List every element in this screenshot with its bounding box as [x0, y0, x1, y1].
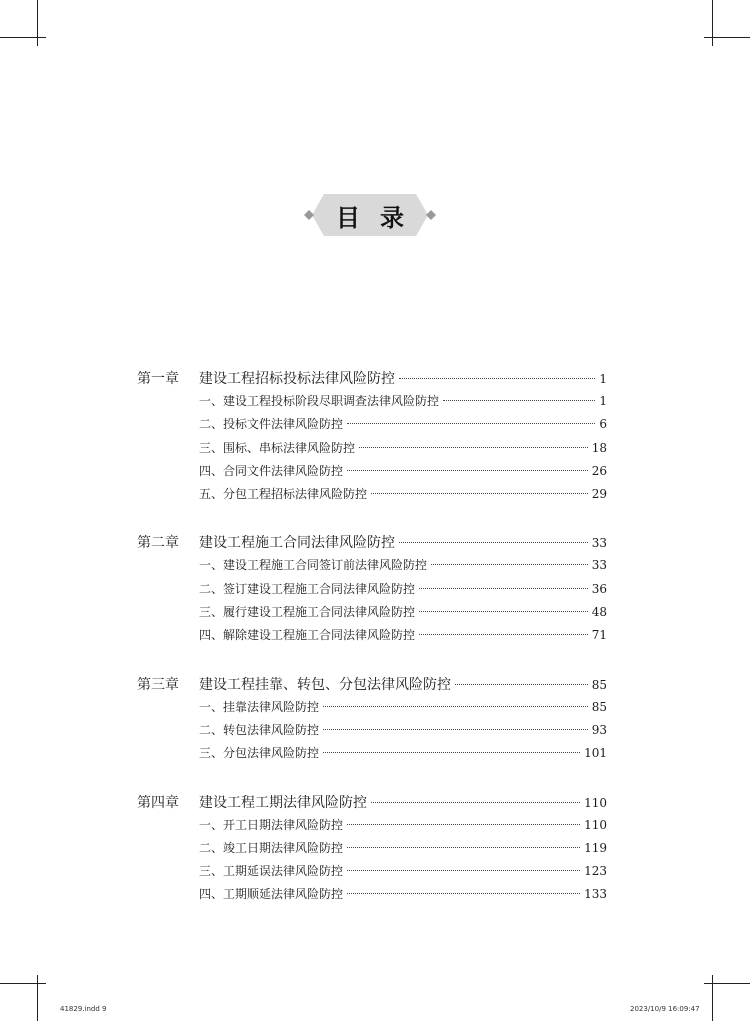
page-number: 33 [591, 558, 607, 573]
toc-section-entry[interactable] [137, 439, 607, 462]
section-title: 一、建设工程投标阶段尽职调查法律风险防控 [199, 394, 440, 408]
dot-leader [323, 706, 588, 707]
page-number: 48 [591, 605, 607, 620]
toc-section-entry[interactable] [137, 603, 607, 626]
dot-leader [323, 729, 588, 730]
section-title: 三、履行建设工程施工合同法律风险防控 [199, 605, 416, 620]
footer-file: 41829.indd 9 [60, 1005, 107, 1013]
dot-leader [347, 824, 580, 825]
dot-leader [419, 611, 588, 612]
section-title: 一、开工日期法律风险防控 [199, 817, 344, 832]
page-number: 93 [591, 722, 607, 737]
page-number: 18 [591, 440, 607, 455]
chapter-number: 第三章 [137, 676, 179, 693]
crop-mark [704, 983, 750, 984]
section-title: 二、签订建设工程施工合同法律风险防控 [199, 581, 416, 596]
toc-section-entry[interactable] [137, 580, 607, 603]
page-number: 85 [591, 677, 607, 692]
crop-mark [37, 975, 38, 1021]
chapter-title: 建设工程招标投标法律风险防控 [199, 371, 395, 387]
toc-section-entry[interactable] [137, 721, 607, 744]
dot-leader [419, 588, 588, 589]
toc-section-entry[interactable] [137, 744, 607, 767]
toc-section-entry[interactable] [137, 556, 607, 579]
page-number: 101 [584, 746, 607, 761]
crop-mark [712, 0, 713, 46]
page-number: 1 [599, 394, 607, 408]
toc-chapter-entry[interactable] [137, 532, 607, 556]
toc-section-entry[interactable] [137, 816, 607, 839]
dot-leader [347, 423, 595, 424]
table-of-contents [137, 368, 607, 933]
footer-timestamp: 2023/10/9 16:09:47 [630, 1005, 700, 1013]
section-title: 一、建设工程施工合同签订前法律风险防控 [199, 558, 428, 573]
toc-title-banner [300, 194, 440, 236]
section-title: 五、分包工程招标法律风险防控 [199, 487, 368, 502]
dot-leader [347, 893, 580, 894]
toc-chapter [137, 792, 607, 909]
toc-chapter [137, 532, 607, 649]
crop-mark [704, 37, 750, 38]
chapter-number: 第四章 [137, 794, 179, 811]
toc-section-entry[interactable] [137, 626, 607, 649]
page-number: 110 [584, 817, 607, 832]
page-number: 119 [584, 840, 607, 855]
toc-section-entry[interactable] [137, 862, 607, 885]
page-number: 33 [591, 536, 607, 551]
section-title: 二、投标文件法律风险防控 [199, 417, 344, 432]
toc-section-entry[interactable] [137, 392, 607, 415]
section-title: 三、围标、串标法律风险防控 [199, 440, 356, 455]
chapter-title: 建设工程工期法律风险防控 [199, 794, 367, 811]
page-number: 26 [591, 463, 607, 478]
toc-section-entry[interactable] [137, 698, 607, 721]
page-title: 目录 [336, 203, 424, 232]
dot-leader [431, 564, 588, 565]
toc-chapter-entry[interactable] [137, 674, 607, 698]
page-number: 29 [591, 487, 607, 502]
page-number: 123 [584, 864, 607, 879]
dot-leader [443, 400, 595, 401]
page-number: 85 [591, 699, 607, 714]
dot-leader [347, 870, 580, 871]
chapter-number: 第二章 [137, 535, 179, 552]
chapter-title: 建设工程施工合同法律风险防控 [199, 535, 395, 552]
toc-section-entry[interactable] [137, 839, 607, 862]
section-title: 二、竣工日期法律风险防控 [199, 840, 344, 855]
section-title: 二、转包法律风险防控 [199, 722, 320, 737]
toc-section-entry[interactable] [137, 885, 607, 908]
section-title: 四、工期顺延法律风险防控 [199, 887, 344, 902]
chapter-number: 第一章 [137, 371, 179, 387]
crop-mark [0, 37, 46, 38]
section-title: 四、合同文件法律风险防控 [199, 463, 344, 478]
crop-mark [37, 0, 38, 46]
section-title: 三、分包法律风险防控 [199, 746, 320, 761]
toc-section-entry[interactable] [137, 415, 607, 438]
dot-leader [399, 542, 588, 543]
toc-chapter-entry[interactable] [137, 792, 607, 816]
toc-section-entry[interactable] [137, 485, 607, 508]
dot-leader [371, 802, 580, 803]
toc-chapter [137, 368, 607, 508]
dot-leader [347, 847, 580, 848]
toc-chapter [137, 674, 607, 768]
section-title: 三、工期延误法律风险防控 [199, 864, 344, 879]
crop-mark [712, 975, 713, 1021]
dot-leader [371, 493, 588, 494]
dot-leader [399, 378, 595, 379]
page-number: 71 [591, 628, 607, 643]
toc-section-entry[interactable] [137, 462, 607, 485]
toc-chapter-entry[interactable] [137, 368, 607, 392]
page-number: 36 [591, 581, 607, 596]
dot-leader [347, 470, 588, 471]
section-title: 四、解除建设工程施工合同法律风险防控 [199, 628, 416, 643]
dot-leader [419, 634, 588, 635]
page-number: 110 [584, 795, 607, 810]
dot-leader [323, 752, 580, 753]
crop-mark [0, 983, 46, 984]
page-number: 133 [584, 887, 607, 902]
page-number: 1 [599, 372, 607, 386]
page-number: 6 [599, 417, 607, 432]
section-title: 一、挂靠法律风险防控 [199, 699, 320, 714]
chapter-title: 建设工程挂靠、转包、分包法律风险防控 [199, 676, 451, 693]
dot-leader [359, 447, 588, 448]
dot-leader [455, 684, 588, 685]
